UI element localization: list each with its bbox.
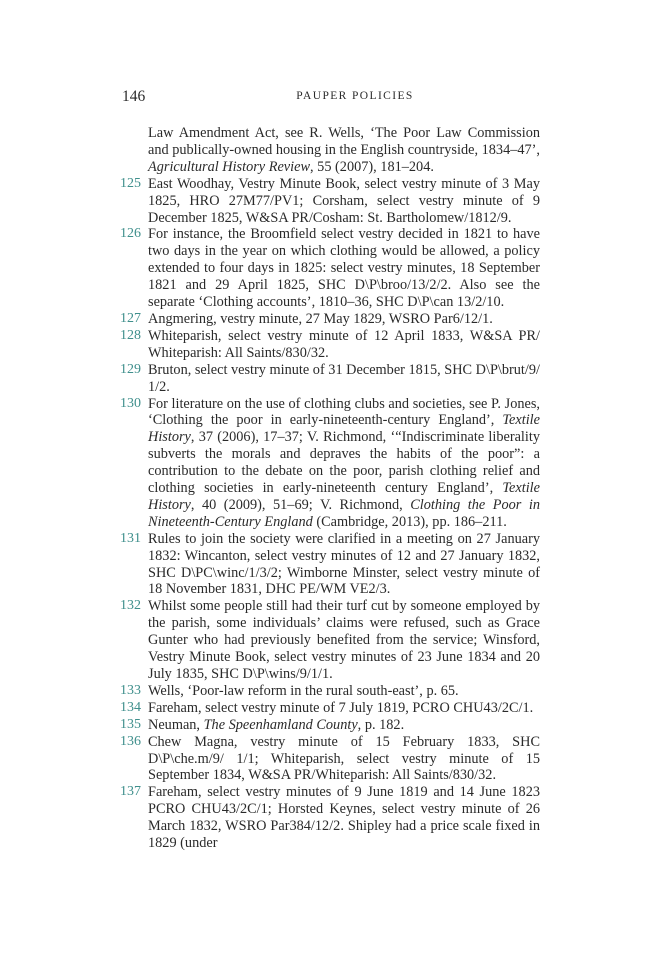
note-number: 135 <box>120 716 141 732</box>
note-text: For instance, the Broomfield select vestry decided in 1821 to have two days in the year on which clothing would be allowed, a policy extended to four days in 1825: select vestry minutes, 18 September 1821 and 29 April 1825, SHC D\P\broo/13/2/2. Also see the separate ‘Clothing accounts’, 1810–36, SHC D\P\can 13/2/10. <box>148 226 540 311</box>
note-text: Law Amendment Act, see R. Wells, ‘The Poor Law Commission and publically-owned housing in the English countryside, 1834–47’, Agricultural History Review, 55 (2007), 181–204. <box>148 125 540 175</box>
note-number: 127 <box>120 310 141 326</box>
note-text: Wells, ‘Poor-law reform in the rural south-east’, p. 65. <box>148 682 459 699</box>
note-text: Fareham, select vestry minutes of 9 June 1819 and 14 June 1823 PCRO CHU43/2C/1; Horsted Keynes, select vestry minute of 26 March 1832, WSRO Par384/12/2. Shipley had a price scale fixed in 1829 (under <box>148 784 540 852</box>
note-text: Whiteparish, select vestry minute of 12 April 1833, W&SA PR/ Whiteparish: All Saints/830/32. <box>148 327 540 361</box>
note-number: 129 <box>120 361 141 377</box>
note-text: Rules to join the society were clarified in a meeting on 27 January 1832: Wincanton, select vestry minutes of 12 and 27 January 1832, SHC D\PC\winc/1/3/2; Wimborne Minster, select vestry minute of 18 November 1831, DHC PE/WM VE2/3. <box>148 530 540 598</box>
endnote-134 <box>120 700 540 717</box>
endnote-continuation <box>120 125 540 176</box>
note-number: 125 <box>120 175 141 191</box>
note-number: 130 <box>120 395 141 411</box>
note-text: For literature on the use of clothing clubs and societies, see P. Jones, ‘Clothing the poor in early-nineteenth-century England’, Textile History, 37 (2006), 17–37; V. Richmond, ‘“Indiscriminate liberality subverts the morals and depraves the habits of the poor”: a contribution to the debate on the poor, parish clothing relief and clothing societies in early-nineteenth century England’, Textile History, 40 (2009), 51–69; V. Richmond, Clothing the Poor in Nineteenth-Century England (Cambridge, 2013), pp. 186–211. <box>148 395 540 530</box>
note-text: East Woodhay, Vestry Minute Book, select vestry minute of 3 May 1825, HRO 27M77/PV1; Corsham, select vestry minute of 9 December 1825, W&SA PR/Cosham: St. Bartholomew/1812/9. <box>148 175 540 226</box>
note-text: Chew Magna, vestry minute of 15 February 1833, SHC D\P\che.m/9/ 1/1; Whiteparish, select vestry minute of 15 September 1834, W&SA PR/Whiteparish: All Saints/830/32. <box>148 733 540 784</box>
endnote-131 <box>120 531 540 599</box>
endnote-137 <box>120 784 540 852</box>
endnote-127 <box>120 311 540 328</box>
note-text: Fareham, select vestry minute of 7 July 1819, PCRO CHU43/2C/1. <box>148 699 534 716</box>
note-text: Neuman, The Speenhamland County, p. 182. <box>148 716 405 733</box>
note-text: Bruton, select vestry minute of 31 December 1815, SHC D\P\brut/9/ 1/2. <box>148 361 540 395</box>
note-text: Whilst some people still had their turf cut by someone employed by the parish, some individuals’ claims were refused, such as Grace Gunter who had previously benefited from the service; Winsford, Vestry Minute Book, select vestry minutes of 23 June 1834 and 20 July 1835, SHC D\P\wins/9/1/1. <box>148 598 540 682</box>
endnote-130 <box>120 396 540 531</box>
endnote-125 <box>120 176 540 227</box>
note-number: 137 <box>120 784 141 800</box>
note-number: 132 <box>120 598 141 614</box>
endnote-133 <box>120 683 540 700</box>
note-text: Angmering, vestry minute, 27 May 1829, WSRO Par6/12/1. <box>148 310 493 327</box>
endnote-126 <box>120 226 540 311</box>
endnote-136 <box>120 734 540 785</box>
endnote-132 <box>120 598 540 683</box>
page-number: 146 <box>122 88 146 105</box>
page-header <box>122 88 540 110</box>
endnote-128 <box>120 328 540 362</box>
endnote-135 <box>120 717 540 734</box>
note-number: 131 <box>120 530 141 546</box>
note-number: 134 <box>120 699 141 715</box>
note-number: 126 <box>120 226 141 242</box>
endnote-129 <box>120 362 540 396</box>
note-number: 136 <box>120 733 141 749</box>
note-number: 128 <box>120 327 141 343</box>
running-head: PAUPER POLICIES <box>296 90 414 102</box>
note-number <box>120 125 148 176</box>
endnotes-list <box>120 125 540 852</box>
note-number: 133 <box>120 682 141 698</box>
